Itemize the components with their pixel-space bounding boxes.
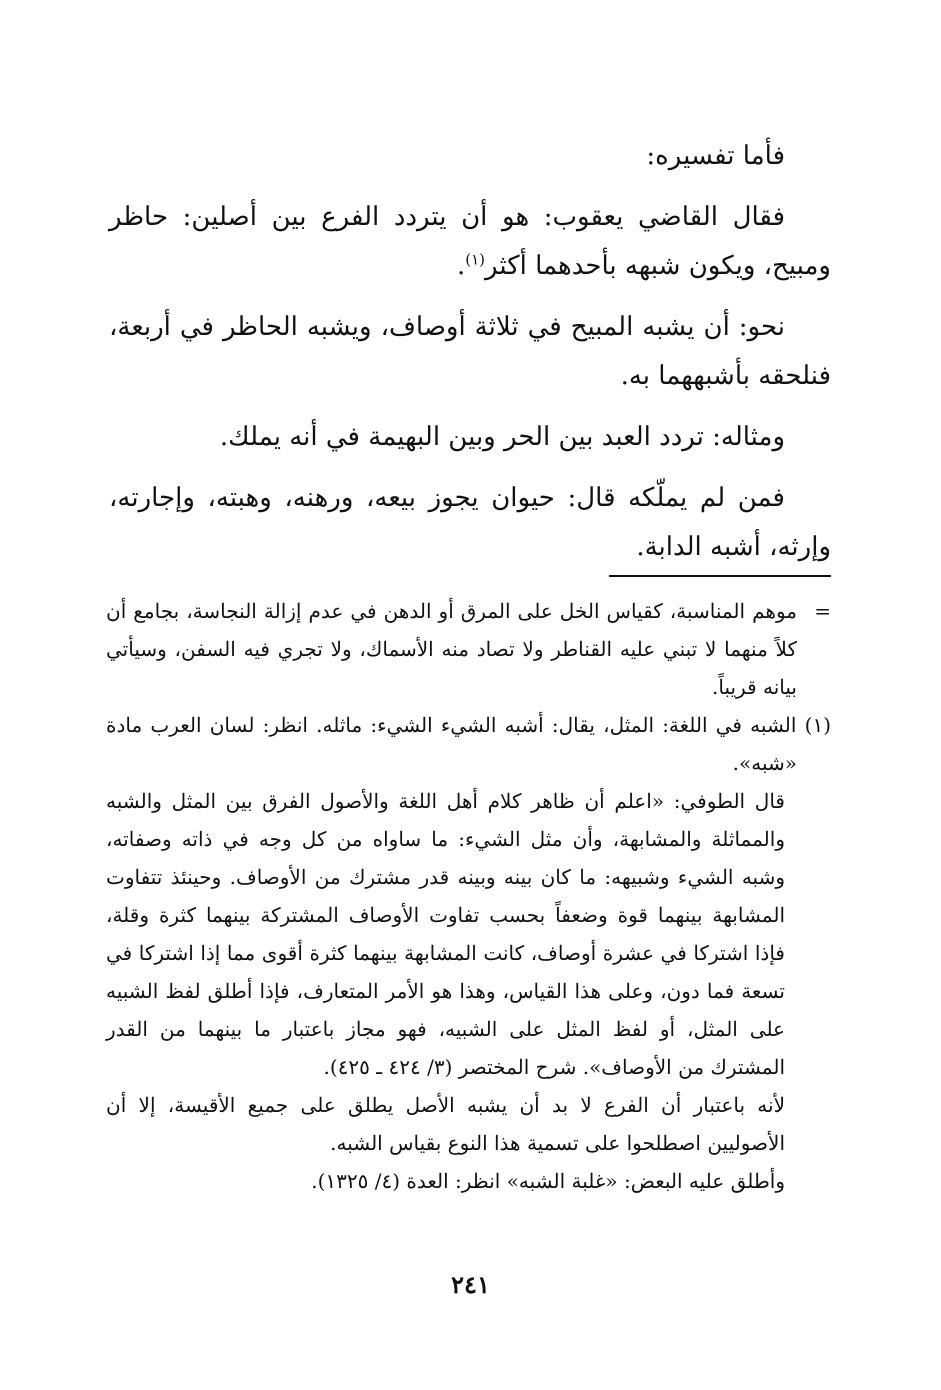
footnote-reference: (١) bbox=[465, 250, 486, 269]
main-text bbox=[109, 132, 831, 572]
footnote-continuation bbox=[106, 592, 831, 706]
footnotes bbox=[106, 592, 831, 1200]
paragraph-definition bbox=[109, 193, 831, 291]
continuation-mark: = bbox=[814, 599, 831, 623]
footnote-continuation-text: موهم المناسبة، كقياس الخل على المرق أو الدهن في عدم إزالة النجاسة، بجامع أن كلاً منهما لا تبني عليه القناطر ولا تصاد منه الأسماك، ولا تجري فيه السفن، وسيأتي بيانه قريباً. bbox=[106, 599, 797, 699]
paragraph-intro: فأما تفسيره: bbox=[646, 141, 785, 171]
page-number: ٢٤١ bbox=[451, 1270, 490, 1299]
definition-end: . bbox=[456, 251, 466, 281]
paragraph-example-form: نحو: أن يشبه المبيح في ثلاثة أوصاف، ويشبه الحاظر في أربعة، فنلحقه بأشبههما به. bbox=[109, 312, 831, 391]
footnote-1-note: لأنه باعتبار أن الفرع لا بد أن يشبه الأصل يطلق على جميع الأقيسة، إلا أن الأصوليين اصطلحوا على تسمية هذا النوع بقياس الشبه. bbox=[106, 1093, 785, 1155]
footnote-separator bbox=[609, 575, 831, 577]
paragraph-example: ومثاله: تردد العبد بين الحر وبين البهيمة في أنه يملك. bbox=[219, 422, 785, 452]
footnote-1: (١) الشبه في اللغة: المثل، يقال: أشبه الشيء الشيء: ماثله. انظر: لسان العرب مادة «شبه». bbox=[106, 713, 831, 775]
footnote-1-reference: وأطلق عليه البعض: «غلبة الشبه» انظر: العدة (٤/ ١٣٢٥). bbox=[311, 1169, 785, 1193]
definition-text: فقال القاضي يعقوب: هو أن يتردد الفرع بين أصلين: حاظر ومبيح، ويكون شبهه بأحدهما أكثر bbox=[109, 202, 831, 281]
paragraph-argument: فمن لم يملّكه قال: حيوان يجوز بيعه، ورهنه، وهبته، وإجارته، وإرثه، أشبه الدابة. bbox=[109, 483, 831, 562]
footnote-1-quote: قال الطوفي: «اعلم أن ظاهر كلام أهل اللغة والأصول الفرق بين المثل والشبه والمماثلة والمشابهة، وأن مثل الشيء: ما ساواه من كل وجه في ذاته وصفاته، وشبه الشيء وشبيهه: ما كان بينه وبينه قدر مشترك من الأوصاف. وحينئذ تتفاوت المشابهة بينهما قوة وضعفاً بحسب تفاوت الأوصاف المشتركة بينهما كثرة وقلة، فإذا اشتركا في عشرة أوصاف، كانت المشابهة بينهما كثرة أقوى مما إذا اشتركا في تسعة فما دون، وعلى هذا القياس، وهذا هو الأمر المتعارف، فإذا أطلق لفظ الشبيه على المثل، أو لفظ المثل على الشبيه، فهو مجاز باعتبار ما بينهما من القدر المشترك من الأوصاف». شرح المختصر (٣/ ٤٢٤ ـ ٤٢٥). bbox=[106, 789, 785, 1079]
